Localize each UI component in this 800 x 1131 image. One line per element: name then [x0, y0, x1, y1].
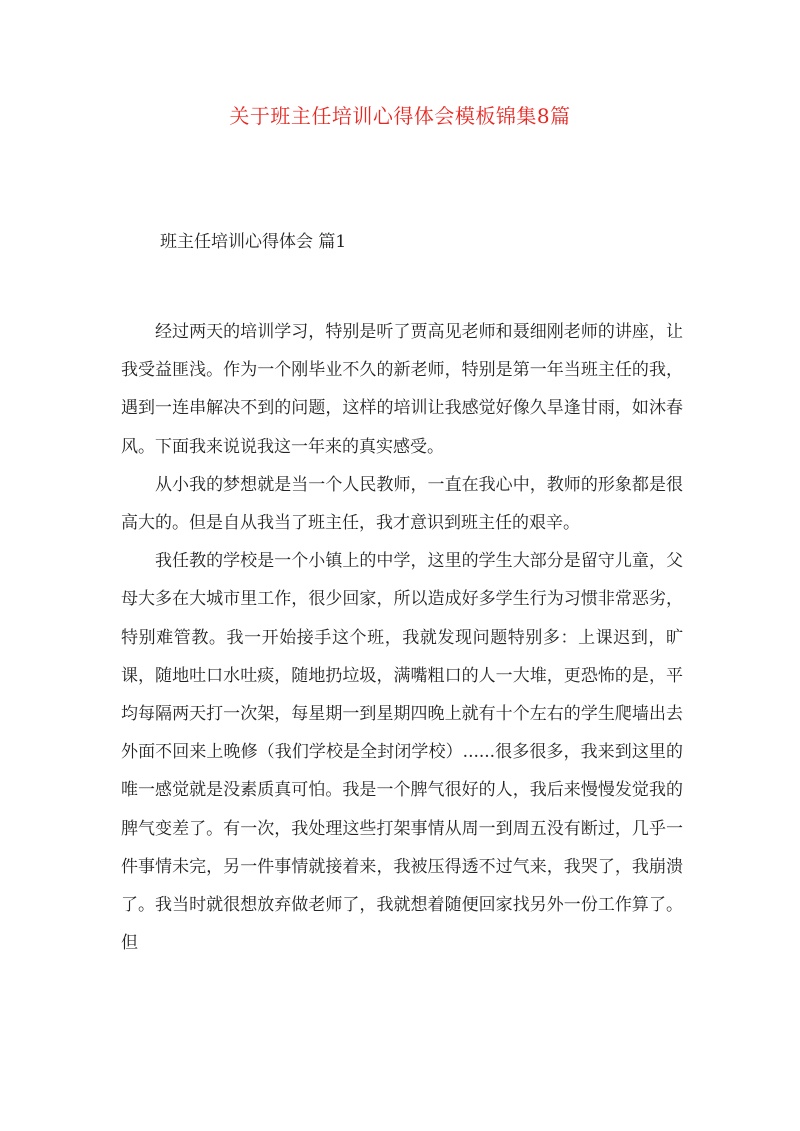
paragraph: 我任教的学校是一个小镇上的中学，这里的学生大部分是留守儿童，父母大多在大城市里工作，很少回家，所以造成好多学生行为习惯非常恶劣，特别难管教。我一开始接手这个班，我就发现问题特别多：上课迟到，旷课，随地吐口水吐痰，随地扔垃圾，满嘴粗口的人一大堆，更恐怖的是，平均每隔两天打一次架，每星期一到星期四晚上就有十个左右的学生爬墙出去外面不回来上晚修（我们学校是全封闭学校）......很多很多，我来到这里的唯一感觉就是没素质真可怕。我是一个脾气很好的人，我后来慢慢发觉我的脾气变差了。有一次，我处理这些打架事情从周一到周五没有断过，几乎一件事情未完，另一件事情就接着来，我被压得透不过气来，我哭了，我崩溃了。我当时就很想放弃做老师了，我就想着随便回家找另外一份工作算了。但	[121, 551, 683, 954]
paragraph: 从小我的梦想就是当一个人民教师，一直在我心中，教师的形象都是很高大的。但是自从我当了班主任，我才意识到班主任的艰辛。	[121, 474, 683, 534]
document-body	[121, 313, 683, 962]
document-title: 关于班主任培训心得体会模板锦集8篇	[229, 104, 571, 128]
paragraph: 经过两天的培训学习，特别是听了贾高见老师和聂细刚老师的讲座，让我受益匪浅。作为一个刚毕业不久的新老师，特别是第一年当班主任的我，遇到一连串解决不到的问题，这样的培训让我感觉好像久旱逢甘雨，如沐春风。下面我来说说我这一年来的真实感受。	[121, 322, 683, 457]
section-heading: 班主任培训心得体会 篇1	[160, 232, 347, 252]
